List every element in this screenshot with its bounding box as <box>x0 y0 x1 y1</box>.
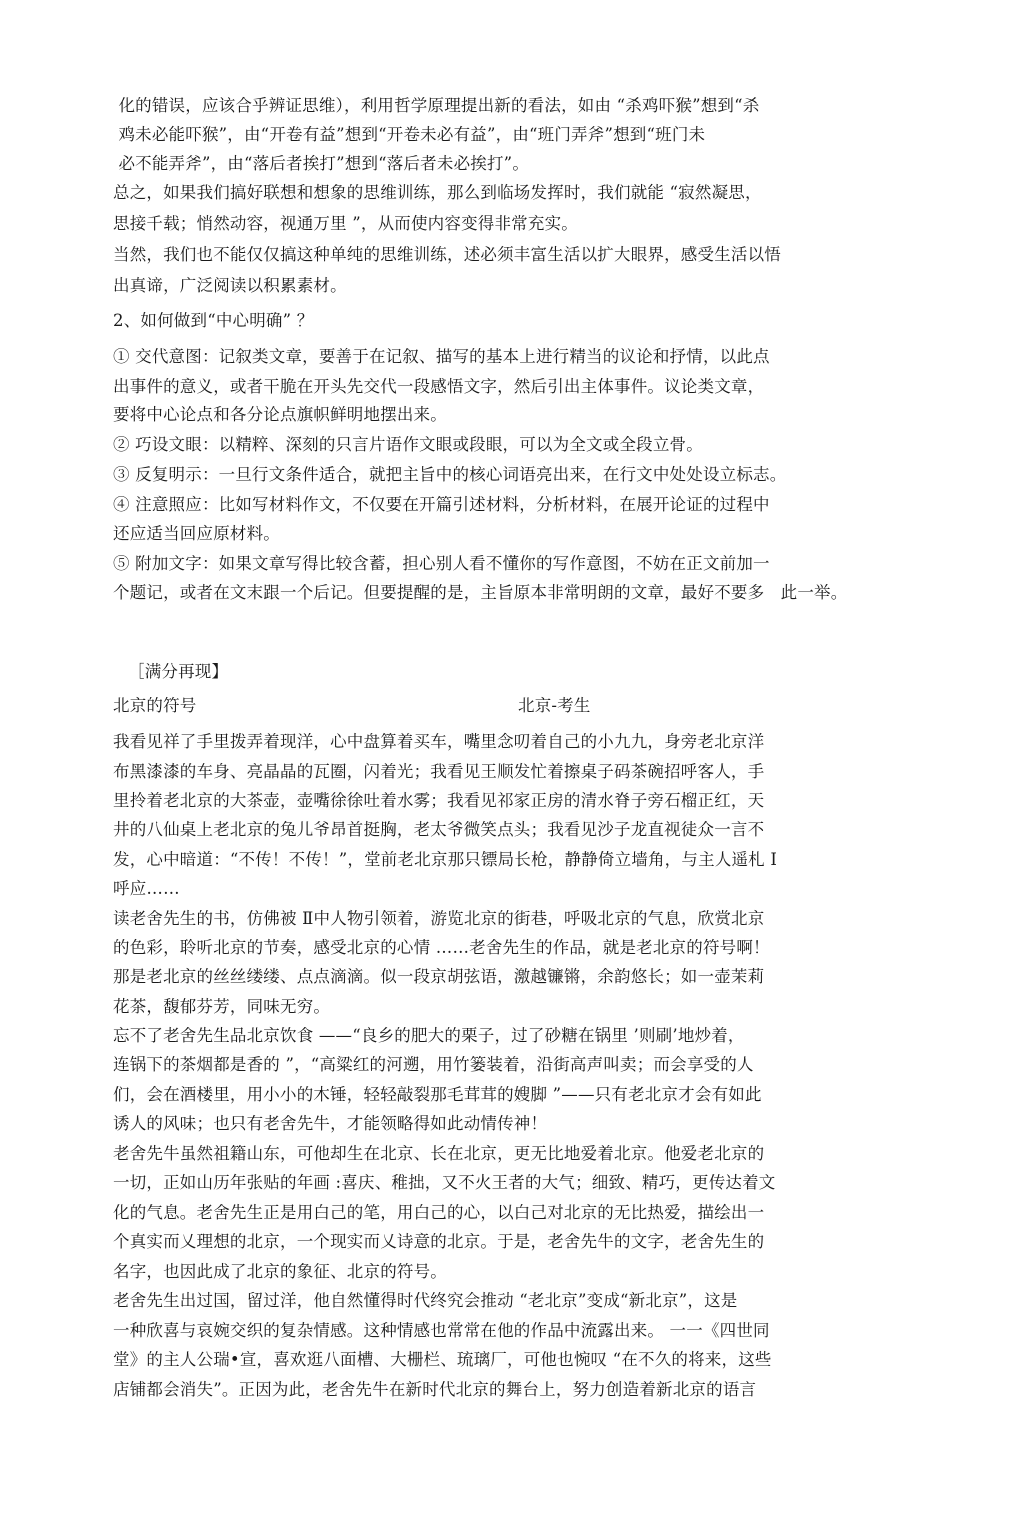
body-line: 化的错误，应该合乎辨证思维），利用哲学原理提出新的看法，如由 “杀鸡吓猴”想到“杀 <box>113 96 760 115</box>
essay-line: 老舍先牛虽然祖籍山东，可他却生在北京、长在北京，更无比地爱着北京。他爱老北京的 <box>113 1144 765 1163</box>
essay-line: 井的八仙桌上老北京的兔儿爷昂首挺胸，老太爷微笑点头；我看见沙子龙直视徒众一言不 <box>113 820 765 839</box>
essay-line: 店铺都会消失”。正因为此，老舍先牛在新时代北京的舞台上，努力创造着新北京的语言 <box>113 1380 757 1399</box>
body-line: 总之，如果我们搞好联想和想象的思维训练，那么到临场发挥时，我们就能 “寂然凝思， <box>113 183 762 202</box>
essay-line: 那是老北京的丝丝缕缕、点点滴滴。似一段京胡弦语，激越镰锵，余韵悠长；如一壶茉莉 <box>113 967 765 986</box>
section-label: ［满分再现】 <box>128 662 229 681</box>
list-item: ⑤ 附加文字：如果文章写得比较含蓄，担心别人看不懂你的写作意图，不妨在正文前加一 <box>113 554 770 573</box>
essay-line: 连锅下的茶烟都是香的 ”，“高粱红的河遡，用竹篓装着，沿街高声叫卖；而会享受的人 <box>113 1055 754 1074</box>
list-item: ③ 反复明示：一旦行文条件适合，就把主旨中的核心词语亮出来，在行文中处处设立标志。 <box>113 465 787 484</box>
list-item: ④ 注意照应：比如写材料作文，不仅要在开篇引述材料，分析材料，在展开论证的过程中 <box>113 495 770 514</box>
body-line: 思接千载；悄然动容，视通万里 ”，从而使内容变得非常充实。 <box>113 214 578 233</box>
essay-author: 北京-考生 <box>518 696 591 715</box>
body-line: 鸡未必能吓猴”，由“开卷有益”想到“开卷未必有益”，由“班门弄斧”想到“班门未 <box>113 125 706 144</box>
list-item: 个题记，或者在文末跟一个后记。但要提醒的是，主旨原本非常明朗的文章，最好不要多 此一举。 <box>113 583 848 602</box>
essay-line: 发，心中暗道：“不传！不传！”，堂前老北京那只镖局长枪，静静倚立墙角，与主人遥札 I <box>113 850 778 869</box>
essay-line: 化的气息。老舍先生正是用白己的笔，用白己的心，以白己对北京的无比热爱，描绘出一 <box>113 1203 765 1222</box>
essay-line: 布黑漆漆的车身、亮晶晶的瓦圈，闪着光；我看见王顺发忙着擦桌子码茶碗招呼客人，手 <box>113 762 765 781</box>
essay-line: 我看见祥了手里拨弄着现洋，心中盘算着买车，嘴里念叨着自己的小九九，身旁老北京洋 <box>113 732 765 751</box>
essay-line: 呼应…… <box>113 879 180 898</box>
list-item: ② 巧设文眼：以精粹、深刻的只言片语作文眼或段眼，可以为全文或全段立骨。 <box>113 435 703 454</box>
essay-line: 里拎着老北京的大茶壶，壶嘴徐徐吐着水雾；我看见祁家正房的清水脊子旁石榴正红，天 <box>113 791 765 810</box>
essay-line: 名字，也因此成了北京的象征、北京的符号。 <box>113 1262 447 1281</box>
list-item: 出事件的意义，或者干脆在开头先交代一段感悟文字，然后引出主体事件。议论类文章， <box>113 377 765 396</box>
body-line: 必不能弄斧”，由“落后者挨打”想到“落后者未必挨打”。 <box>113 154 530 173</box>
essay-line: 一种欣喜与哀婉交织的复杂情感。这种情感也常常在他的作品中流露出来。 一一《四世同 <box>113 1321 770 1340</box>
list-item: ① 交代意图：记叙类文章，要善于在记叙、描写的基本上进行精当的议论和抒情，以此点 <box>113 347 770 366</box>
essay-line: 堂》的主人公瑞•宣，喜欢逛八面槽、大栅栏、琉璃厂，可他也惋叹 “在不久的将来，这些 <box>113 1350 772 1369</box>
body-line: 出真谛，广泛阅读以积累素材。 <box>113 276 347 295</box>
body-line: 当然，我们也不能仅仅搞这种单纯的思维训练，述必须丰富生活以扩大眼界，感受生活以悟 <box>113 245 781 264</box>
essay-line: 一切，正如山历年张贴的年画 :喜庆、稚拙，又不火王者的大气；细致、精巧，更传达着文 <box>113 1173 776 1192</box>
essay-line: 诱人的风味；也只有老舍先牛，才能领略得如此动情传神！ <box>113 1114 548 1133</box>
essay-line: 个真实而乂理想的北京，一个现实而乂诗意的北京。于是，老舍先牛的文字，老舍先生的 <box>113 1232 765 1251</box>
essay-line: 们，会在酒楼里，用小小的木锤，轻轻敲裂那毛茸茸的嫂脚 ”——只有老北京才会有如此 <box>113 1085 762 1104</box>
essay-line: 老舍先生出过国，留过洋，他自然懂得时代终究会推动 “老北京”变成“新北京”，这是 <box>113 1291 738 1310</box>
section-heading: 2、如何做到“中心明确” ？ <box>113 311 314 330</box>
essay-line: 花茶，馥郁芬芳，同味无穷。 <box>113 997 331 1016</box>
list-item: 还应适当回应原材料。 <box>113 524 280 543</box>
essay-line: 读老舍先生的书，仿佛被 Ⅱ中人物引领着，游览北京的街巷，呼吸北京的气息，欣赏北京 <box>113 909 765 928</box>
list-item: 要将中心论点和各分论点旗帜鲜明地摆出来。 <box>113 405 447 424</box>
essay-title: 北京的符号 <box>113 696 197 715</box>
essay-line: 忘不了老舍先生品北京饮食 ——“良乡的肥大的栗子，过了砂糖在锅里 ’则刷’地炒着， <box>113 1026 745 1045</box>
essay-line: 的色彩，聆听北京的节奏，感受北京的心情 ……老舍先生的作品，就是老北京的符号啊！ <box>113 938 770 957</box>
